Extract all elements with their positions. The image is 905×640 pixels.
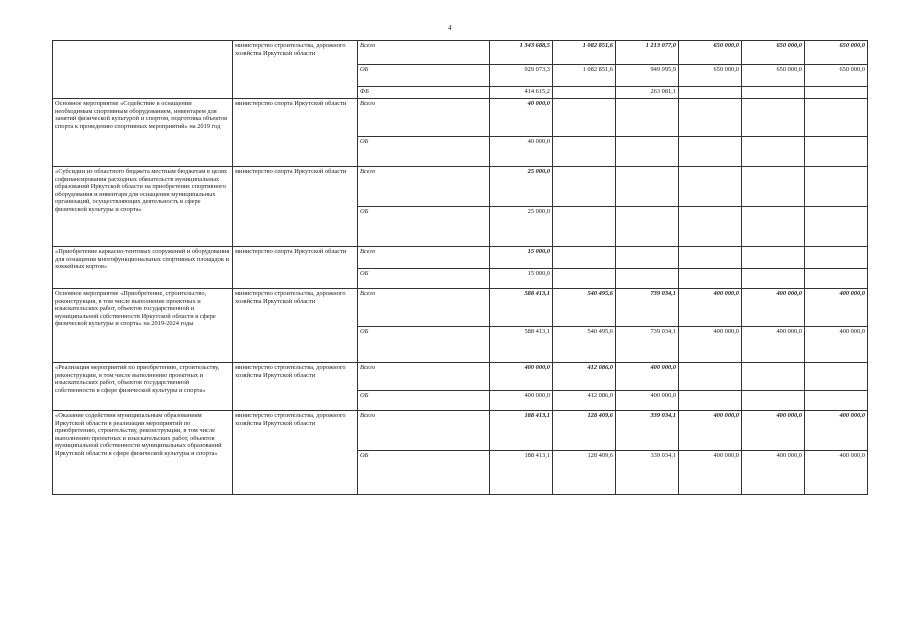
- activity-name-cell: «Субсидии из областного бюджета местным бюджетам в целях софинансирования расходных обязательств муниципальных образований Иркутской области на приобретение спортивного оборудования и инвентаря для оснащения муниципальных организаций, осуществляющих деятельность в сфере физической культуры и спорта»: [53, 167, 233, 247]
- amount-cell: [805, 247, 868, 269]
- amount-cell: 400 000,0: [616, 363, 679, 391]
- funding-source-cell: Всего: [358, 363, 490, 391]
- amount-cell: [742, 99, 805, 137]
- amount-cell: [742, 207, 805, 247]
- amount-cell: 650 000,0: [679, 65, 742, 87]
- amount-cell: 128 409,6: [553, 411, 616, 451]
- amount-cell: 15 000,0: [490, 269, 553, 289]
- page-number: 4: [448, 24, 452, 32]
- amount-cell: [679, 137, 742, 167]
- amount-cell: 414 615,2: [490, 87, 553, 99]
- amount-cell: 400 000,0: [805, 411, 868, 451]
- funding-source-cell: ОБ: [358, 451, 490, 495]
- responsible-organization-cell: министерство строительства, дорожного хозяйства Иркутской области: [233, 411, 358, 495]
- amount-cell: 1 213 077,0: [616, 41, 679, 65]
- amount-cell: [805, 99, 868, 137]
- funding-source-cell: ОБ: [358, 391, 490, 411]
- activity-name-cell: «Приобретение каркасно-тентовых сооружений и оборудования для оснащения многофункциональных спортивных площадок и хоккейных кортов»: [53, 247, 233, 289]
- table-row: [53, 167, 868, 207]
- amount-cell: [805, 391, 868, 411]
- budget-table: [52, 40, 868, 495]
- amount-cell: 588 413,1: [490, 327, 553, 363]
- amount-cell: 650 000,0: [742, 65, 805, 87]
- amount-cell: [679, 247, 742, 269]
- funding-source-cell: Всего: [358, 99, 490, 137]
- responsible-organization-cell: министерство строительства, дорожного хозяйства Иркутской области: [233, 41, 358, 99]
- amount-cell: [805, 87, 868, 99]
- amount-cell: [616, 269, 679, 289]
- amount-cell: [805, 363, 868, 391]
- amount-cell: 25 000,0: [490, 207, 553, 247]
- table-row: [53, 363, 868, 391]
- amount-cell: 40 000,0: [490, 137, 553, 167]
- amount-cell: 929 073,3: [490, 65, 553, 87]
- funding-source-cell: ОБ: [358, 137, 490, 167]
- table-row: [53, 41, 868, 65]
- amount-cell: [679, 391, 742, 411]
- amount-cell: 188 413,1: [490, 411, 553, 451]
- funding-source-cell: ОБ: [358, 327, 490, 363]
- amount-cell: [553, 269, 616, 289]
- amount-cell: 400 000,0: [679, 289, 742, 327]
- amount-cell: 1 082 851,6: [553, 65, 616, 87]
- amount-cell: [742, 137, 805, 167]
- amount-cell: [679, 99, 742, 137]
- amount-cell: [742, 391, 805, 411]
- amount-cell: 400 000,0: [490, 391, 553, 411]
- responsible-organization-cell: министерство спорта Иркутской области: [233, 99, 358, 167]
- amount-cell: [553, 99, 616, 137]
- table-row: [53, 289, 868, 327]
- responsible-organization-cell: министерство спорта Иркутской области: [233, 247, 358, 289]
- amount-cell: 540 495,6: [553, 289, 616, 327]
- amount-cell: [553, 247, 616, 269]
- amount-cell: [616, 137, 679, 167]
- funding-source-cell: Всего: [358, 411, 490, 451]
- funding-source-cell: ОБ: [358, 65, 490, 87]
- responsible-organization-cell: министерство спорта Иркутской области: [233, 167, 358, 247]
- amount-cell: 588 413,1: [490, 289, 553, 327]
- amount-cell: [679, 167, 742, 207]
- amount-cell: [742, 247, 805, 269]
- funding-source-cell: ОБ: [358, 207, 490, 247]
- funding-source-cell: Всего: [358, 41, 490, 65]
- amount-cell: [805, 207, 868, 247]
- funding-source-cell: Всего: [358, 289, 490, 327]
- activity-name-cell: «Реализация мероприятий по приобретению, строительству, реконструкции, в том числе выполнению проектных и изыскательских работ, объектов государственной собственности в сфере физической культуры и спорта»: [53, 363, 233, 411]
- funding-source-cell: Всего: [358, 247, 490, 269]
- amount-cell: 400 000,0: [742, 451, 805, 495]
- amount-cell: [679, 207, 742, 247]
- table-row: [53, 99, 868, 137]
- activity-name-cell: Основное мероприятие «Содействие в оснащении необходимым спортивным оборудованием, инвентарем для занятий физической культурой и спортом, подготовка объектов спорта к проведению спортивных мероприятий» на 2019 год: [53, 99, 233, 167]
- amount-cell: [553, 87, 616, 99]
- amount-cell: [679, 363, 742, 391]
- activity-name-cell: [53, 41, 233, 99]
- amount-cell: 1 082 851,6: [553, 41, 616, 65]
- amount-cell: [616, 207, 679, 247]
- amount-cell: [553, 167, 616, 207]
- amount-cell: 650 000,0: [742, 41, 805, 65]
- amount-cell: 400 000,0: [742, 411, 805, 451]
- amount-cell: 650 000,0: [679, 41, 742, 65]
- amount-cell: [679, 269, 742, 289]
- table-row: [53, 411, 868, 451]
- activity-name-cell: Основное мероприятие «Приобретение, строительство, реконструкция, в том числе выполнение проектных и изыскательских работ, объектов государственной и муниципальной собственности Иркутской области в сфере физической культуры и спорта» на 2019-2024 годы: [53, 289, 233, 363]
- amount-cell: 949 995,9: [616, 65, 679, 87]
- amount-cell: [616, 247, 679, 269]
- amount-cell: 412 086,0: [553, 391, 616, 411]
- amount-cell: 15 000,0: [490, 247, 553, 269]
- amount-cell: 400 000,0: [805, 451, 868, 495]
- amount-cell: 128 409,6: [553, 451, 616, 495]
- amount-cell: 540 495,6: [553, 327, 616, 363]
- table-row: [53, 247, 868, 269]
- amount-cell: [616, 99, 679, 137]
- amount-cell: [742, 363, 805, 391]
- amount-cell: 412 086,0: [553, 363, 616, 391]
- amount-cell: [553, 207, 616, 247]
- amount-cell: [679, 87, 742, 99]
- amount-cell: [553, 137, 616, 167]
- amount-cell: 739 034,1: [616, 327, 679, 363]
- amount-cell: 400 000,0: [742, 327, 805, 363]
- amount-cell: 739 034,1: [616, 289, 679, 327]
- amount-cell: 339 034,1: [616, 451, 679, 495]
- responsible-organization-cell: министерство строительства, дорожного хозяйства Иркутской области: [233, 363, 358, 411]
- responsible-organization-cell: министерство строительства, дорожного хозяйства Иркутской области: [233, 289, 358, 363]
- amount-cell: [616, 167, 679, 207]
- amount-cell: [742, 87, 805, 99]
- amount-cell: 650 000,0: [805, 65, 868, 87]
- amount-cell: [742, 167, 805, 207]
- funding-source-cell: ОБ: [358, 269, 490, 289]
- amount-cell: 188 413,1: [490, 451, 553, 495]
- amount-cell: 400 000,0: [679, 411, 742, 451]
- amount-cell: 25 000,0: [490, 167, 553, 207]
- activity-name-cell: «Оказание содействия муниципальным образованиям Иркутской области в реализации мероприятий по приобретению, строительству, реконструкции, в том числе выполнению проектных и изыскательских работ, объектов муниципальной собственности муниципальных образований Иркутской области в сфере физической культуры и спорта»: [53, 411, 233, 495]
- amount-cell: [805, 269, 868, 289]
- amount-cell: 650 000,0: [805, 41, 868, 65]
- amount-cell: 400 000,0: [616, 391, 679, 411]
- budget-table-body: [53, 41, 868, 495]
- amount-cell: [742, 269, 805, 289]
- amount-cell: 400 000,0: [742, 289, 805, 327]
- amount-cell: [805, 137, 868, 167]
- amount-cell: 263 081,1: [616, 87, 679, 99]
- amount-cell: 400 000,0: [805, 289, 868, 327]
- amount-cell: 400 000,0: [679, 451, 742, 495]
- funding-source-cell: Всего: [358, 167, 490, 207]
- amount-cell: 400 000,0: [490, 363, 553, 391]
- amount-cell: 40 000,0: [490, 99, 553, 137]
- amount-cell: [805, 167, 868, 207]
- amount-cell: 1 343 688,5: [490, 41, 553, 65]
- amount-cell: 400 000,0: [679, 327, 742, 363]
- amount-cell: 400 000,0: [805, 327, 868, 363]
- amount-cell: 339 034,1: [616, 411, 679, 451]
- funding-source-cell: ФБ: [358, 87, 490, 99]
